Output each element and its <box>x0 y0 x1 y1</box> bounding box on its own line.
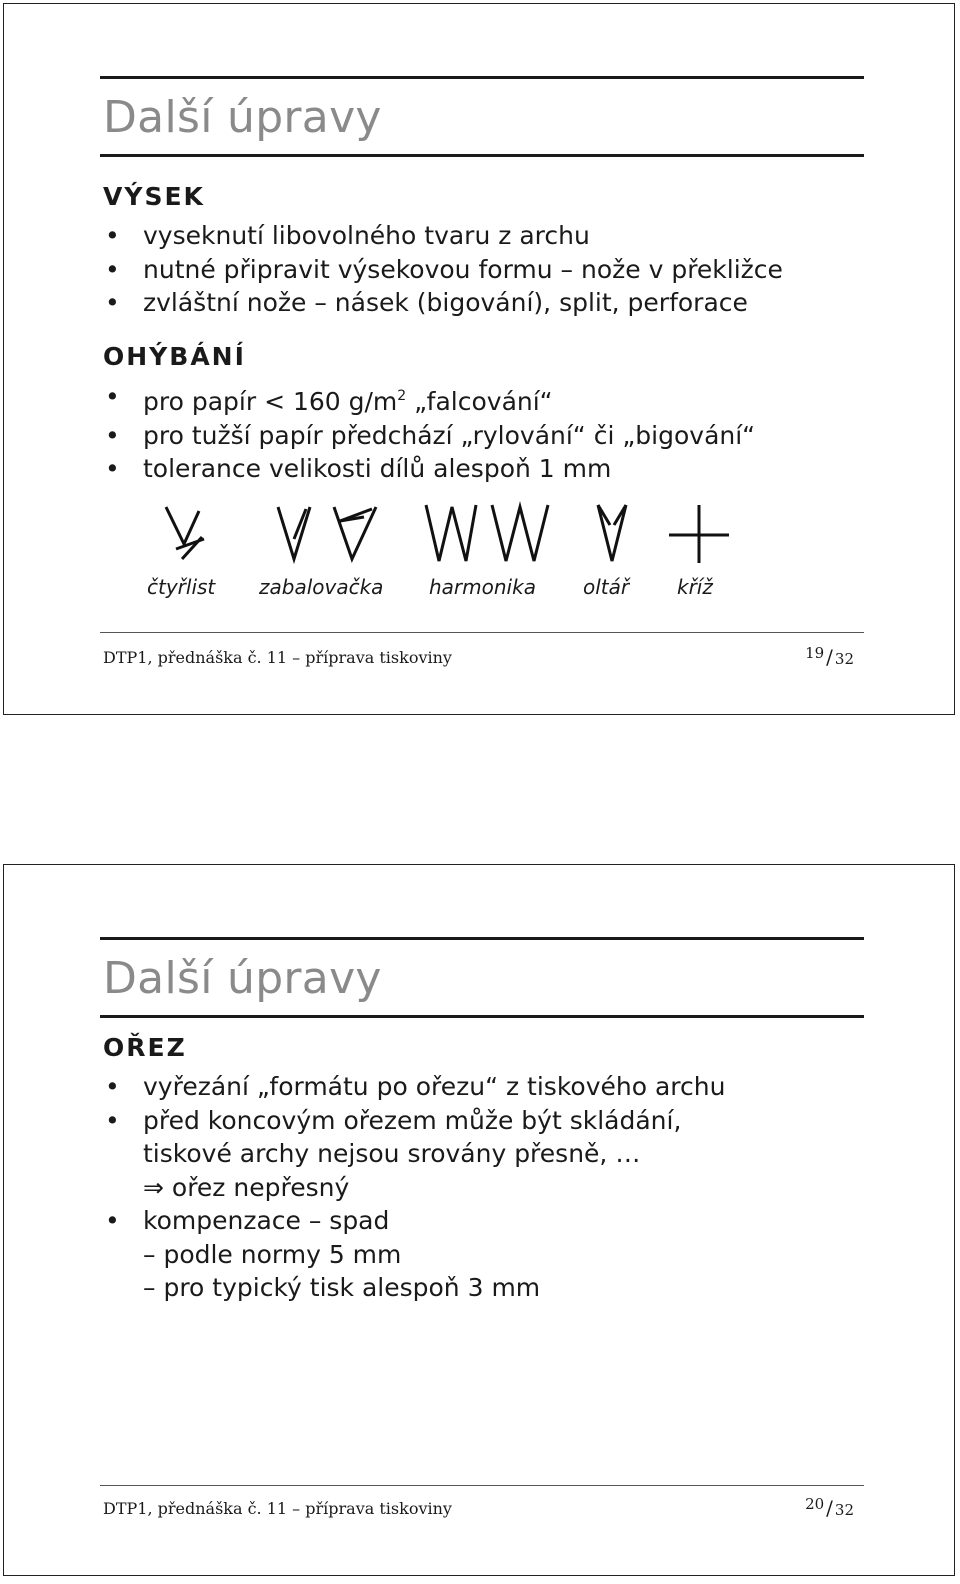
fold-label-oltar: oltář <box>583 575 630 599</box>
page-total: 32 <box>834 650 854 668</box>
page-separator: / <box>826 1496 833 1520</box>
slide-19 <box>3 3 955 715</box>
title-bottom-rule <box>100 154 864 157</box>
bullet-list-ohybani <box>103 380 755 486</box>
title-bottom-rule <box>100 1015 864 1018</box>
footer-text: DTP1, přednáška č. 11 – příprava tiskoviny <box>103 1499 452 1518</box>
list-item: • vyseknutí libovolného tvaru z archu <box>103 219 783 253</box>
fold-label-harmonika: harmonika <box>429 575 536 599</box>
list-item: • tolerance velikosti dílů alespoň 1 mm <box>103 452 755 486</box>
section-heading-orez: OŘEZ <box>103 1033 187 1062</box>
page-separator: / <box>826 645 833 669</box>
fold-label-ctyrlist: čtyřlist <box>147 575 216 599</box>
slide-title: Další úpravy <box>103 953 382 1004</box>
list-item: • před koncovým ořezem může být skládání, <box>103 1104 725 1138</box>
list-item <box>103 380 755 419</box>
slide-20 <box>3 864 955 1576</box>
fold-zabalovacka-icon <box>278 507 376 559</box>
list-item-sub: – pro typický tisk alespoň 3 mm <box>143 1273 541 1302</box>
bullet-text-after: „falcování“ <box>406 387 553 416</box>
footer-text: DTP1, přednáška č. 11 – příprava tiskoviny <box>103 648 452 667</box>
list-item-implication: ⇒ ořez nepřesný <box>143 1172 350 1202</box>
title-top-rule <box>100 76 864 79</box>
fold-ctyrlist-icon <box>166 507 204 559</box>
fold-kriz-icon <box>669 505 729 563</box>
list-item-sub: – podle normy 5 mm <box>143 1239 402 1269</box>
page-current: 19 <box>805 644 825 662</box>
fold-label-zabalovacka: zabalovačka <box>259 575 384 599</box>
list-item: • zvláštní nože – násek (bigování), split, perforace <box>103 286 783 320</box>
page-number <box>805 1495 854 1520</box>
fold-label-kriz: kříž <box>677 575 713 599</box>
page-current: 20 <box>805 1495 825 1513</box>
list-item: • pro tužší papír předchází „rylování“ či „bigování“ <box>103 419 755 453</box>
list-item: • nutné připravit výsekovou formu – nože v překližce <box>103 253 783 287</box>
section-heading-vysek: VÝSEK <box>103 182 205 211</box>
bullet-list-orez <box>103 1070 725 1305</box>
fold-oltar-icon <box>598 505 626 561</box>
fold-harmonika-icon <box>426 505 548 561</box>
slide-title: Další úpravy <box>103 92 382 143</box>
page-total: 32 <box>834 1501 854 1519</box>
title-top-rule <box>100 937 864 940</box>
fold-diagrams <box>154 499 744 569</box>
footer-rule <box>100 1485 864 1486</box>
list-item: • vyřezání „formátu po ořezu“ z tiskového archu <box>103 1070 725 1104</box>
bullet-list-vysek <box>103 219 783 320</box>
list-item: • kompenzace – spad <box>103 1204 725 1238</box>
footer-rule <box>100 632 864 633</box>
list-item-continuation: tiskové archy nejsou srovány přesně, … <box>143 1139 641 1168</box>
section-heading-ohybani: OHÝBÁNÍ <box>103 342 246 371</box>
bullet-text-before: pro papír < 160 g/m <box>143 387 398 416</box>
superscript: 2 <box>397 388 407 404</box>
page-number <box>805 644 854 669</box>
